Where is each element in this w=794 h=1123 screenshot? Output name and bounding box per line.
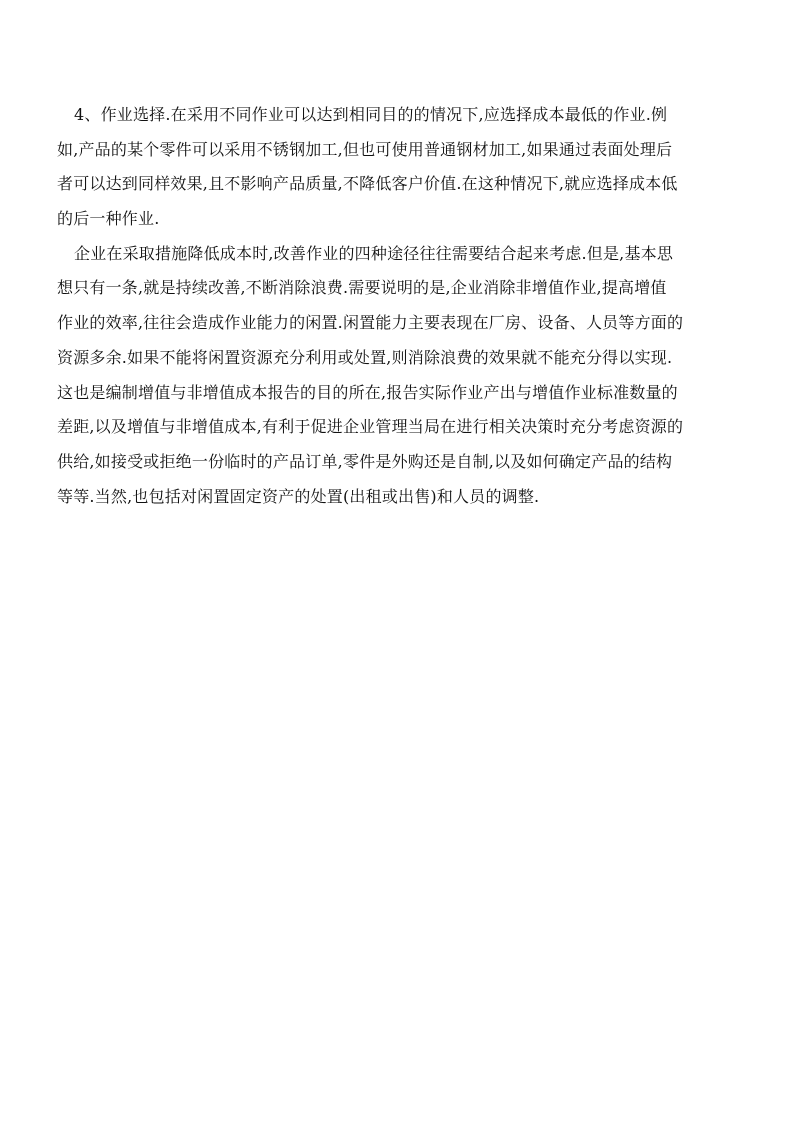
text-line: 差距,以及增值与非增值成本,有利于促进企业管理当局在进行相关决策时充分考虑资源的 <box>57 417 684 437</box>
text-line: 作业的效率,往往会造成作业能力的闲置.闲置能力主要表现在厂房、设备、人员等方面的 <box>57 313 684 333</box>
text-line: 想只有一条,就是持续改善,不断消除浪费.需要说明的是,企业消除非增值作业,提高增值 <box>57 278 667 298</box>
document-body <box>57 98 737 514</box>
text-line: 资源多余.如果不能将闲置资源充分利用或处置,则消除浪费的效果就不能充分得以实现. <box>57 347 673 367</box>
text-line: 的后一种作业. <box>57 209 160 229</box>
text-line: 企业在采取措施降低成本时,改善作业的四种途径往往需要结合起来考虑.但是,基本思 <box>74 243 674 263</box>
text-line: 这也是编制增值与非增值成本报告的目的所在,报告实际作业产出与增值作业标准数量的 <box>57 382 678 402</box>
text-line: 等等.当然,也包括对闲置固定资产的处置(出租或出售)和人员的调整. <box>57 486 540 506</box>
text-line: 4、作业选择.在采用不同作业可以达到相同目的的情况下,应选择成本最低的作业.例 <box>74 105 668 124</box>
text-line: 供给,如接受或拒绝一份临时的产品订单,零件是外购还是自制,以及如何确定产品的结构 <box>57 451 673 471</box>
text-line: 者可以达到同样效果,且不影响产品质量,不降低客户价值.在这种情况下,就应选择成本低 <box>57 174 678 194</box>
paragraph-work-selection <box>57 98 737 237</box>
paragraph-cost-reduction <box>57 237 737 515</box>
text-line: 如,产品的某个零件可以采用不锈钢加工,但也可使用普通钢材加工,如果通过表面处理后 <box>57 139 673 159</box>
